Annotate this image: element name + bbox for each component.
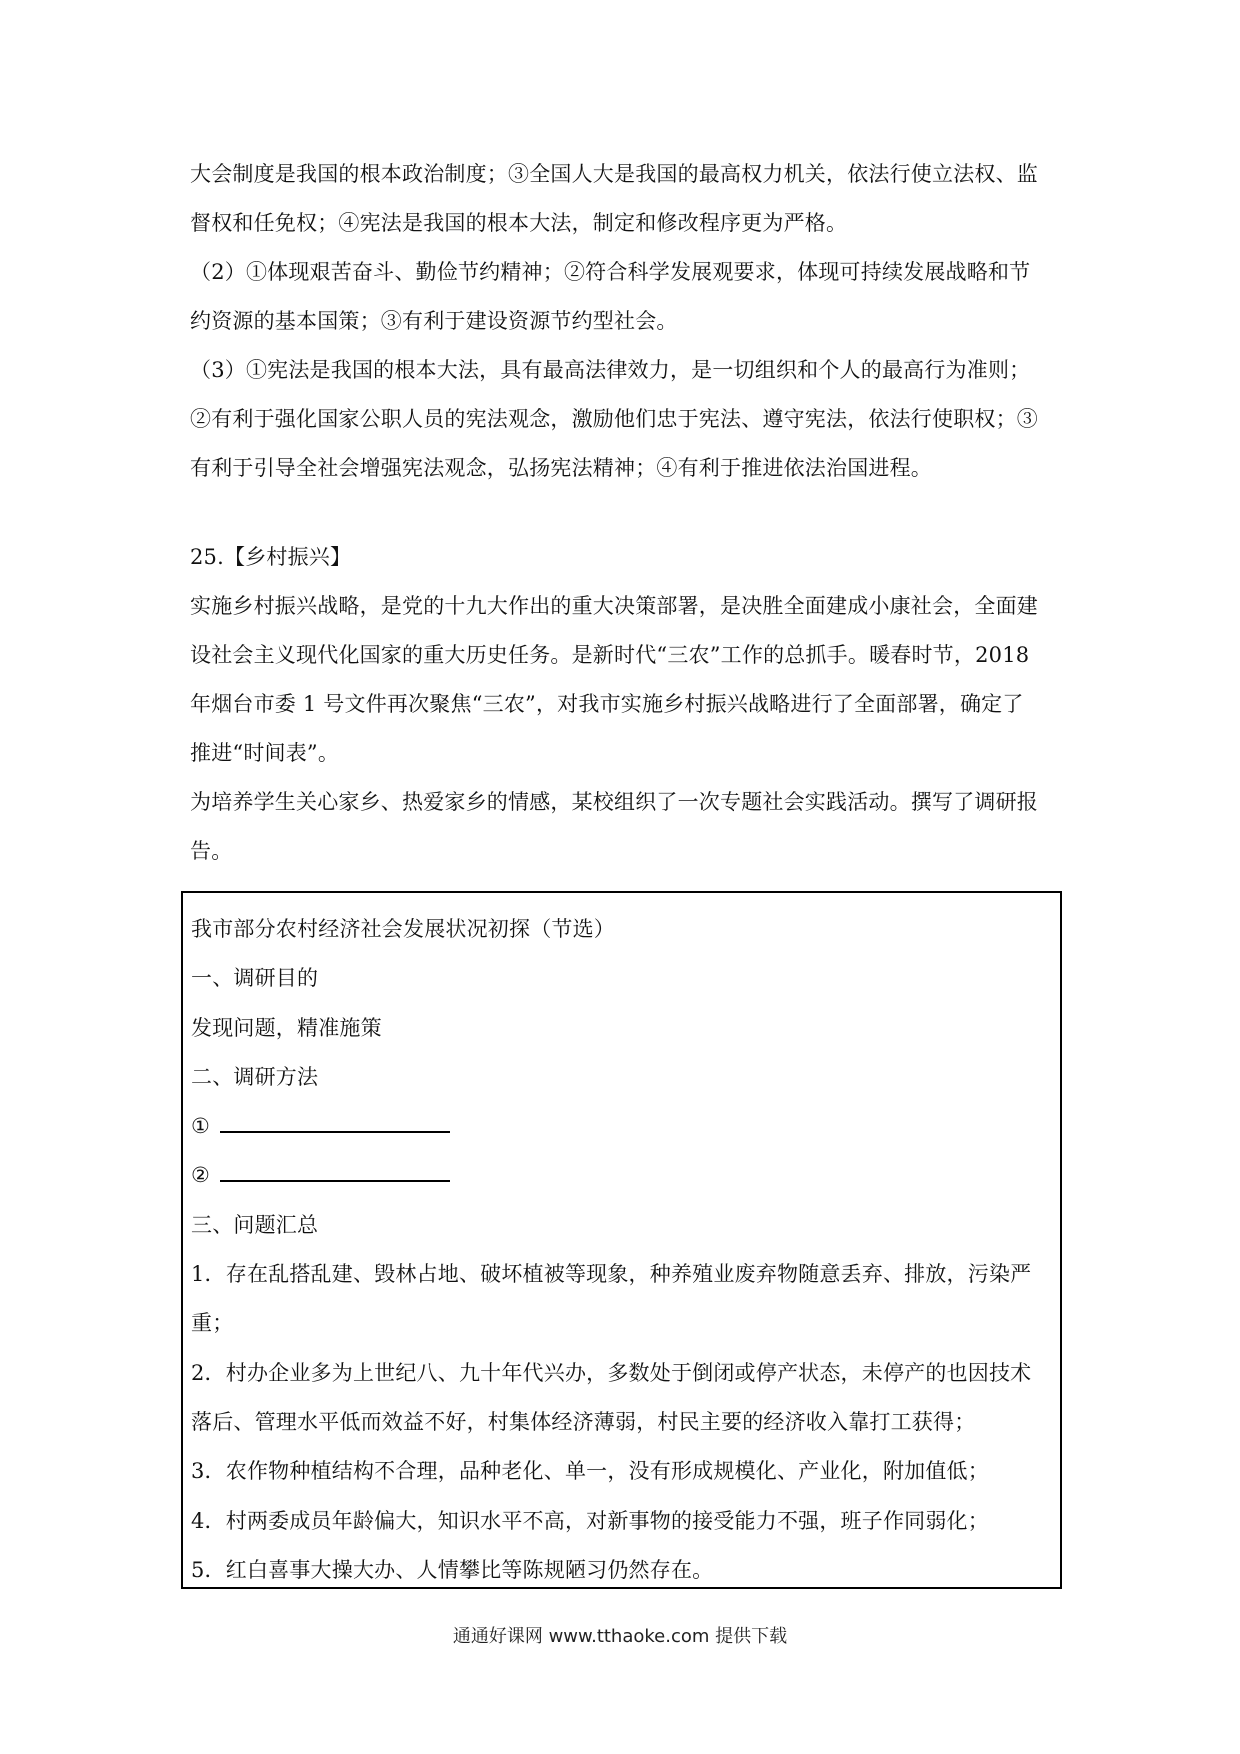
report-item-1-line-2: 重； — [191, 1311, 234, 1336]
answer-2-line-1: （2）①体现艰苦奋斗、勤俭节约精神；②符合科学发展观要求，体现可持续发展战略和节 — [190, 260, 1031, 284]
report-item-4: 4．村两委成员年龄偏大，知识水平不高，对新事物的接受能力不强，班子作同弱化； — [191, 1508, 989, 1533]
answer-3-line-3: 有利于引导全社会增强宪法观念，弘扬宪法精神；④有利于推进依法治国进程。 — [190, 456, 932, 480]
blank-1-label: ① — [191, 1114, 211, 1139]
answer-2-line-2: 约资源的基本国策；③有利于建设资源节约型社会。 — [190, 309, 678, 333]
report-blank-2 — [191, 1151, 1051, 1200]
question-para-1-line-4: 推进“时间表”。 — [190, 741, 340, 765]
question-para-2-line-1: 为培养学生关心家乡、热爱家乡的情感，某校组织了一次专题社会实践活动。撰写了调研报 — [190, 790, 1038, 814]
question-para-1-line-2: 设社会主义现代化国家的重大历史任务。是新时代“三农”工作的总抓手。暖春时节，2018 — [190, 643, 1030, 667]
section-gap — [190, 493, 1060, 533]
question-heading: 25.【乡村振兴】 — [190, 545, 352, 569]
question-para-1-line-3: 年烟台市委 1 号文件再次聚焦“三农”，对我市实施乡村振兴战略进行了全面部署，确定了 — [190, 692, 1024, 716]
page-footer: 通通好课网 www.tthaoke.com 提供下载 — [452, 1626, 788, 1647]
document-body — [190, 150, 1060, 876]
answer-3-line-1: （3）①宪法是我国的根本大法，具有最高法律效力，是一切组织和个人的最高行为准则； — [190, 358, 1031, 382]
report-section-1-text: 发现问题，精准施策 — [191, 1015, 382, 1040]
report-title: 我市部分农村经济社会发展状况初探（节选） — [191, 917, 615, 941]
report-section-3-heading: 三、问题汇总 — [191, 1212, 319, 1237]
report-item-2-line-1: 2．村办企业多为上世纪八、九十年代兴办，多数处于倒闭或停产状态，未停产的也因技术 — [191, 1360, 1032, 1385]
report-section-1-heading: 一、调研目的 — [191, 966, 319, 991]
answer-3-line-2: ②有利于强化国家公职人员的宪法观念，激励他们忠于宪法、遵守宪法，依法行使职权；③ — [190, 407, 1038, 431]
report-item-2-line-2: 落后、管理水平低而效益不好，村集体经济薄弱，村民主要的经济收入靠打工获得； — [191, 1409, 976, 1434]
report-section-2-heading: 二、调研方法 — [191, 1064, 319, 1089]
blank-2-line[interactable] — [220, 1154, 450, 1182]
question-para-2-line-2: 告。 — [190, 839, 233, 863]
blank-2-label: ② — [191, 1163, 211, 1188]
blank-1-line[interactable] — [220, 1105, 450, 1133]
report-item-5: 5．红白喜事大操大办、人情攀比等陈规陋习仍然存在。 — [191, 1557, 714, 1582]
report-blank-1 — [191, 1102, 1051, 1151]
report-item-3: 3．农作物种植结构不合理，品种老化、单一，没有形成规模化、产业化，附加值低； — [191, 1459, 989, 1484]
answer-1-line-2: 督权和任免权；④宪法是我国的根本大法，制定和修改程序更为严格。 — [190, 211, 848, 235]
question-para-1-line-1: 实施乡村振兴战略，是党的十九大作出的重大决策部署，是决胜全面建成小康社会，全面建 — [190, 594, 1038, 618]
report-box — [181, 891, 1062, 1589]
answer-1-line-1: 大会制度是我国的根本政治制度；③全国人大是我国的最高权力机关，依法行使立法权、监 — [190, 162, 1038, 186]
report-item-1-line-1: 1．存在乱搭乱建、毁林占地、破坏植被等现象，种养殖业废弃物随意丢弃、排放，污染严 — [191, 1262, 1032, 1287]
